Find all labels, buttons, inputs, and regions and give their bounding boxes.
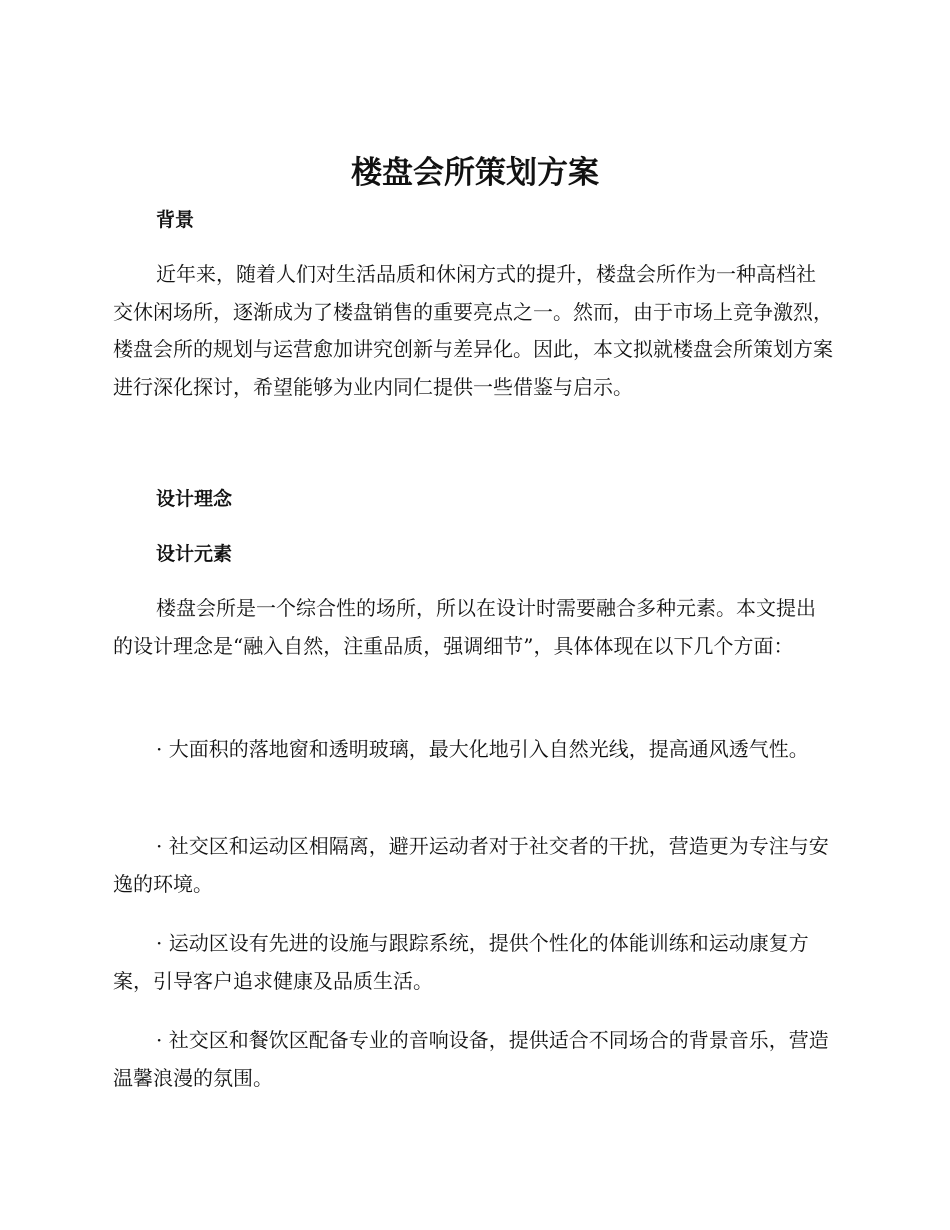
page-title: 楼盘会所策划方案 bbox=[351, 155, 599, 191]
bullet-item: · 社交区和运动区相隔离，避开运动者对于社交者的干扰，营造更为专注与安逸的环境。 bbox=[113, 834, 829, 896]
heading-design-elements: 设计元素 bbox=[156, 543, 233, 565]
bullet-item: · 大面积的落地窗和透明玻璃，最大化地引入自然光线，提高通风透气性。 bbox=[156, 737, 809, 761]
heading-background: 背景 bbox=[156, 209, 195, 231]
heading-design-concept: 设计理念 bbox=[156, 488, 233, 510]
paragraph-background: 近年来，随着人们对生活品质和休闲方式的提升，楼盘会所作为一种高档社交休闲场所，逐渐成为了楼盘销售的重要亮点之一。然而，由于市场上竞争激烈，楼盘会所的规划与运营愈加讲究创新与差异化。因此，本文拟就楼盘会所策划方案进行深化探讨，希望能够为业内同仁提供一些借鉴与启示。 bbox=[113, 262, 833, 399]
bullet-item: · 运动区设有先进的设施与跟踪系统，提供个性化的体能训练和运动康复方案，引导客户追求健康及品质生活。 bbox=[113, 931, 809, 993]
bullet-item: · 社交区和餐饮区配备专业的音响设备，提供适合不同场合的背景音乐，营造温馨浪漫的氛围。 bbox=[113, 1028, 829, 1090]
paragraph-design-elements-intro: 楼盘会所是一个综合性的场所，所以在设计时需要融合多种元素。本文提出的设计理念是“融入自然，注重品质，强调细节”，具体体现在以下几个方面： bbox=[113, 596, 816, 658]
